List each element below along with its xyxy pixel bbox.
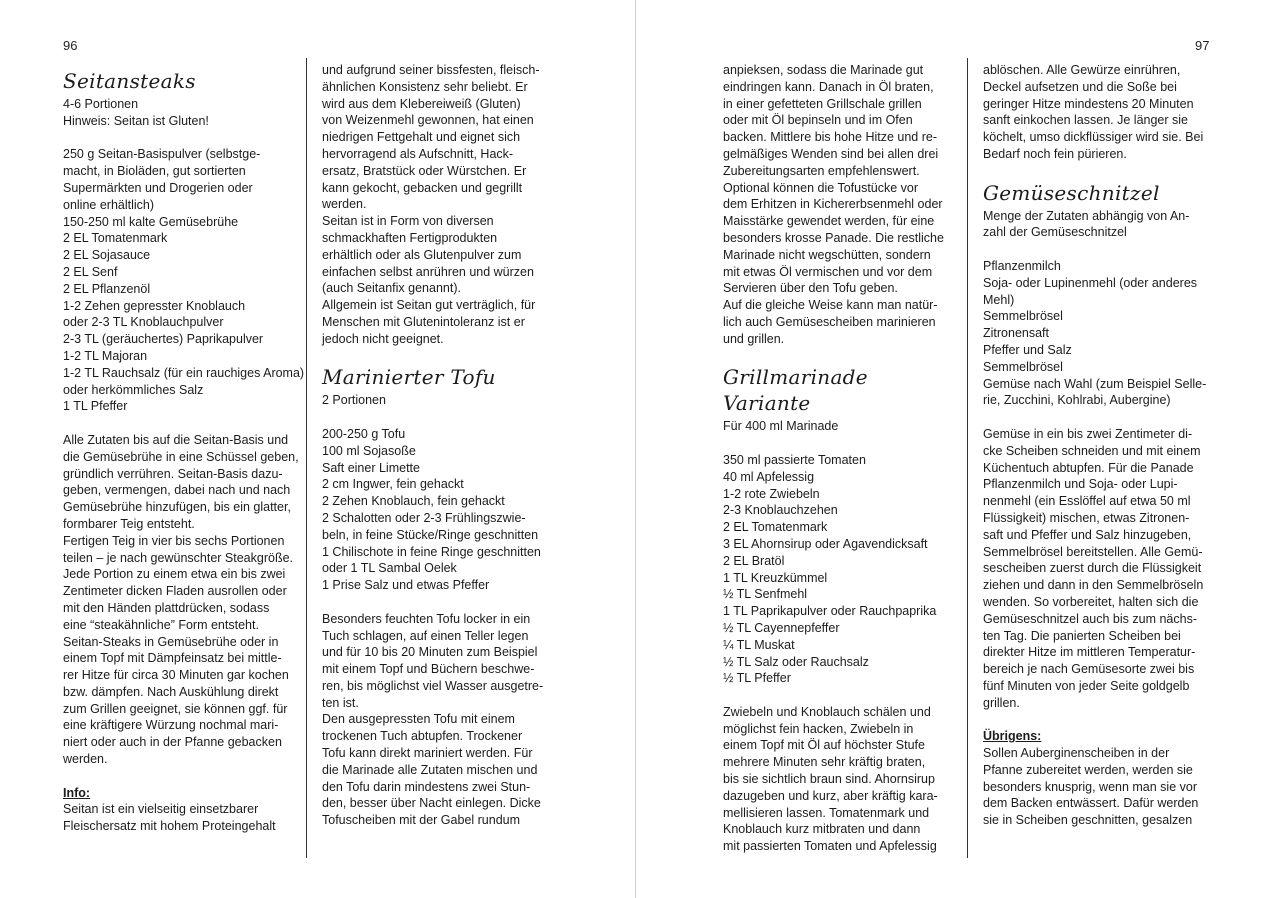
text-line: 2-3 Knoblauchzehen: [723, 503, 838, 518]
text-line: Auf die gleiche Weise kann man natür-: [723, 298, 938, 313]
text-line: Menge der Zutaten abhängig von An-: [983, 208, 1190, 223]
text-line: Fleischersatz mit hohem Proteingehalt: [63, 819, 276, 834]
text-line: besonders knusprig, wenn man sie vor: [983, 779, 1198, 794]
text-line: Fertigen Teig in vier bis sechs Portionen: [63, 533, 285, 548]
text-line: 200-250 g Tofu: [322, 426, 406, 441]
text-line: mit etwas Öl vermischen und vor dem: [723, 264, 933, 279]
blank-line: [983, 409, 1221, 426]
column-1: [63, 68, 305, 835]
text-line: Maisstärke gewendet werden, für eine: [723, 214, 935, 229]
text-line: ½ TL Pfeffer: [723, 671, 791, 686]
text-line: nenmehl (ein Esslöffel auf etwa 50 ml: [983, 494, 1191, 509]
text-line: möglichst fein hacken, Zwiebeln in: [723, 721, 914, 736]
text-line: Bedarf noch fein pürieren.: [983, 146, 1127, 161]
text-line: Semmelbrösel bereitstellen. Alle Gemü-: [983, 544, 1203, 559]
text-line: fünf Minuten von jeder Seite goldgelb: [983, 678, 1190, 693]
text-line: mit den Händen plattdrücken, sodass: [63, 600, 270, 615]
text-line: einfachen selbst anrühren und würzen: [322, 264, 534, 279]
text-line: backen. Mittlere bis hohe Hitze und re-: [723, 130, 937, 145]
text-line: oder 1 TL Sambal Oelek: [322, 561, 457, 576]
text-line: 2 cm Ingwer, fein gehackt: [322, 477, 464, 492]
text-line: den, besser über Nacht einlegen. Dicke: [322, 796, 541, 811]
col2-continued-text: [322, 62, 560, 348]
text-line: Jede Portion zu einem etwa ein bis zwei: [63, 567, 286, 582]
text-line: 100 ml Sojasoße: [322, 443, 416, 458]
text-line: bis sie sichtlich braun sind. Ahornsirup: [723, 772, 935, 787]
col1-lines: [63, 96, 305, 785]
text-line: hervorragend als Aufschnitt, Hack-: [322, 146, 514, 161]
text-line: rie, Zucchini, Kohlrabi, Aubergine): [983, 393, 1171, 408]
text-line: Für 400 ml Marinade: [723, 419, 839, 434]
text-line: Optional können die Tofustücke vor: [723, 180, 919, 195]
text-line: Semmelbrösel: [983, 309, 1063, 324]
text-line: Supermärkten und Drogerien oder: [63, 180, 253, 195]
text-line: cke Scheiben schneiden und mit einem: [983, 443, 1201, 458]
blank-line: [63, 768, 301, 785]
text-line: 2 EL Pflanzenöl: [63, 281, 151, 296]
text-line: 1-2 Zehen gepresster Knoblauch: [63, 298, 246, 313]
text-line: Saft einer Limette: [322, 460, 420, 475]
text-line: Allgemein ist Seitan gut verträglich, für: [322, 298, 536, 313]
text-line: die Marinade alle Zutaten mischen und: [322, 762, 538, 777]
text-line: Gemüse nach Wahl (zum Beispiel Selle-: [983, 376, 1207, 391]
column-divider-left: [306, 58, 307, 858]
text-line: Menschen mit Glutenintoleranz ist er: [322, 314, 525, 329]
text-line: lich auch Gemüsescheiben marinieren: [723, 314, 936, 329]
text-line: jedoch nicht geeignet.: [322, 331, 444, 346]
text-line: Pflanzenmilch: [983, 258, 1061, 273]
text-line: 2 EL Senf: [63, 264, 118, 279]
text-line: Besonders feuchten Tofu locker in ein: [322, 611, 531, 626]
text-line: 1-2 TL Rauchsalz (für ein rauchiges Aroma): [63, 365, 305, 380]
text-line: saft und Pfeffer und Salz hinzugeben,: [983, 527, 1192, 542]
page-number-left: 96: [63, 38, 78, 53]
blank-line: [322, 409, 560, 426]
text-line: gelmäßiges Wenden sind bei allen drei: [723, 146, 939, 161]
text-line: gründlich verrühren. Seitan-Basis dazu-: [63, 466, 283, 481]
text-line: Zubereitungsarten empfehlenswert.: [723, 163, 920, 178]
text-line: Deckel aufsetzen und die Soße bei: [983, 79, 1177, 94]
text-line: erhältlich oder als Glutenpulver zum: [322, 247, 522, 262]
text-line: köchelt, umso dickflüssiger wird sie. Bei: [983, 130, 1204, 145]
text-line: und aufgrund seiner bissfesten, fleisch-: [322, 63, 540, 77]
note-label: Übrigens:: [983, 729, 1042, 744]
text-line: 250 g Seitan-Basispulver (selbstge-: [63, 147, 261, 162]
book-spine: [635, 0, 636, 898]
text-line: Seitan-Steaks in Gemüsebrühe oder in: [63, 634, 279, 649]
text-line: 1-2 TL Majoran: [63, 348, 148, 363]
text-line: 2 Schalotten oder 2-3 Frühlingszwie-: [322, 510, 526, 525]
text-line: sie in Scheiben geschnitten, gesalzen: [983, 813, 1193, 828]
text-line: einem Topf mit Öl auf höchster Stufe: [723, 738, 925, 753]
text-line: in einer gefetteten Grillschale grillen: [723, 96, 922, 111]
text-line: ¼ TL Muskat: [723, 637, 795, 652]
text-line: bzw. dämpfen. Nach Auskühlung direkt: [63, 684, 279, 699]
col4-lines: [983, 208, 1221, 729]
text-line: anpieksen, sodass die Marinade gut: [723, 63, 924, 77]
col1-info-lines: [63, 801, 301, 835]
text-line: mit passierten Tomaten und Apfelessig: [723, 839, 937, 854]
text-line: Flüssigkeit) mischen, etwas Zitronen-: [983, 510, 1190, 525]
text-line: 1 Chilischote in feine Ringe geschnitten: [322, 544, 541, 559]
text-line: dem Backen entwässert. Dafür werden: [983, 796, 1199, 811]
text-line: 1 TL Paprikapulver oder Rauchpaprika: [723, 604, 937, 619]
recipe-title-marinierter-tofu: Marinierter Tofu: [322, 365, 496, 390]
text-line: 150-250 ml kalte Gemüsebrühe: [63, 214, 239, 229]
text-line: online erhältlich): [63, 197, 155, 212]
text-line: Tofu kann direkt mariniert werden. Für: [322, 746, 533, 761]
text-line: von Weizenmehl gewonnen, hat einen: [322, 113, 534, 128]
blank-line: [723, 687, 961, 704]
col4-continued-text: [983, 62, 1221, 163]
text-line: ziehen und dann in den Semmelbröseln: [983, 578, 1204, 593]
text-line: einem Topf mit Dämpfeinsatz bei mittle-: [63, 651, 282, 666]
text-line: schmackhaften Fertigprodukten: [322, 230, 498, 245]
text-line: Gemüseschnitzel auch bis zum nächs-: [983, 611, 1197, 626]
text-line: Gemüsebrühe hinzufügen, bis ein glatter,: [63, 500, 291, 515]
text-line: macht, in Bioläden, gut sortierten: [63, 164, 246, 179]
text-line: dazugeben und kurz, aber kräftig kara-: [723, 788, 938, 803]
text-line: ten ist.: [322, 695, 359, 710]
recipe-title-grillmarinade: Grillmarinade Variante: [723, 365, 868, 416]
text-line: den Tofu darin mindestens zwei Stun-: [322, 779, 531, 794]
page-number-right: 97: [1195, 38, 1210, 53]
text-line: niert oder auch in der Pfanne gebacken: [63, 735, 282, 750]
blank-line: [983, 711, 1221, 728]
text-line: oder herkömmliches Salz: [63, 382, 204, 397]
text-line: mehrere Minuten sehr kräftig braten,: [723, 755, 926, 770]
text-line: 1 TL Kreuzkümmel: [723, 570, 828, 585]
text-line: Seitan ist in Form von diversen: [322, 214, 494, 229]
column-2: [322, 62, 560, 829]
text-line: 2 EL Tomatenmark: [63, 231, 168, 246]
text-line: geringer Hitze mindestens 20 Minuten: [983, 96, 1194, 111]
text-line: Servieren über den Tofu geben.: [723, 281, 898, 296]
text-line: geben, vermengen, dabei nach und nach: [63, 483, 291, 498]
column-3: [723, 62, 961, 855]
text-line: ersatz, Bratstück oder Würstchen. Er: [322, 163, 527, 178]
text-line: und grillen.: [723, 331, 785, 346]
text-line: werden.: [322, 197, 367, 212]
text-line: 350 ml passierte Tomaten: [723, 452, 866, 467]
text-line: Alle Zutaten bis auf die Seitan-Basis und: [63, 432, 289, 447]
text-line: niedrigen Fettgehalt und eignet sich: [322, 130, 521, 145]
text-line: ½ TL Cayennepfeffer: [723, 620, 840, 635]
text-line: Küchentuch abtupfen. Für die Panade: [983, 460, 1194, 475]
text-line: grillen.: [983, 695, 1020, 710]
text-line: Zitronensaft: [983, 326, 1050, 341]
text-line: 2 EL Tomatenmark: [723, 520, 828, 535]
text-line: Mehl): [983, 292, 1015, 307]
blank-line: [322, 594, 560, 611]
text-line: Pfanne zubereitet werden, werden sie: [983, 762, 1193, 777]
blank-line: [983, 241, 1221, 258]
text-line: formbarer Teig entsteht.: [63, 516, 195, 531]
text-line: eine kräftigere Würzung nochmal mari-: [63, 718, 279, 733]
text-line: Pfeffer und Salz: [983, 342, 1072, 357]
text-line: bereich je nach Gemüsesorte zwei bis: [983, 662, 1195, 677]
text-line: oder mit Öl bepinseln und im Ofen: [723, 113, 913, 128]
text-line: sescheiben zuerst durch die Flüssigkeit: [983, 561, 1202, 576]
col3-lines: [723, 418, 961, 855]
text-line: zahl der Gemüseschnitzel: [983, 225, 1127, 240]
text-line: Zentimeter dicken Fladen ausrollen oder: [63, 584, 287, 599]
text-line: besonders krosse Panade. Die restliche: [723, 230, 944, 245]
text-line: Tuch schlagen, auf einen Teller legen: [322, 628, 529, 643]
column-divider-right: [967, 58, 968, 858]
text-line: Soja- oder Lupinenmehl (oder anderes: [983, 275, 1198, 290]
text-line: 1 TL Pfeffer: [63, 399, 128, 414]
text-line: wenden. So vorbereitet, halten sich die: [983, 594, 1199, 609]
text-line: 1 Prise Salz und etwas Pfeffer: [322, 578, 490, 593]
text-line: 4-6 Portionen: [63, 97, 139, 111]
text-line: Seitan ist ein vielseitig einsetzbarer: [63, 802, 259, 817]
text-line: 40 ml Apfelessig: [723, 469, 815, 484]
column-4: [983, 62, 1221, 829]
text-line: sanft einkochen lassen. Je länger sie: [983, 113, 1188, 128]
text-line: 2 EL Sojasauce: [63, 248, 151, 263]
text-line: 2 Zehen Knoblauch, fein gehackt: [322, 494, 505, 509]
text-line: ½ TL Senfmehl: [723, 587, 808, 602]
info-label: Info:: [63, 785, 91, 800]
text-line: und für 10 bis 20 Minuten zum Beispiel: [322, 645, 538, 660]
col4-note-lines: [983, 745, 1221, 829]
text-line: ren, bis möglichst viel Wasser ausgetre-: [322, 678, 544, 693]
blank-line: [63, 415, 301, 432]
text-line: die Gemüsebrühe in eine Schüssel geben,: [63, 449, 299, 464]
text-line: mellisieren lassen. Tomatenmark und: [723, 805, 930, 820]
blank-line: [723, 435, 961, 452]
text-line: wird aus dem Klebereiweiß (Gluten): [322, 96, 521, 111]
text-line: Tofuscheiben mit der Gabel rundum: [322, 813, 521, 828]
col3-continued-text: [723, 62, 961, 348]
text-line: zum Grillen geeignet, sie können ggf. für: [63, 701, 288, 716]
recipe-title-gemueseschnitzel: Gemüseschnitzel: [983, 180, 1160, 205]
text-line: 2 Portionen: [322, 393, 386, 408]
text-line: mit einem Topf und Büchern beschwe-: [322, 662, 535, 677]
recipe-title-seitansteaks: Seitansteaks: [63, 69, 196, 93]
text-line: 2 EL Bratöl: [723, 553, 785, 568]
text-line: Pflanzenmilch und Soja- oder Lupi-: [983, 477, 1178, 492]
text-line: Marinade nicht wegschütten, sondern: [723, 247, 931, 262]
text-line: ablöschen. Alle Gewürze einrühren,: [983, 63, 1181, 77]
text-line: 3 EL Ahornsirup oder Agavendicksaft: [723, 536, 928, 551]
text-line: 2-3 TL (geräuchertes) Paprikapulver: [63, 332, 264, 347]
text-line: Hinweis: Seitan ist Gluten!: [63, 113, 209, 128]
text-line: eindringen kann. Danach in Öl braten,: [723, 79, 934, 94]
text-line: Gemüse in ein bis zwei Zentimeter di-: [983, 426, 1193, 441]
text-line: teilen – je nach gewünschter Steakgröße.: [63, 550, 293, 565]
col2-lines: [322, 392, 560, 829]
text-line: (auch Seitanfix genannt).: [322, 281, 461, 296]
text-line: eine “steakähnliche” Form entsteht.: [63, 617, 259, 632]
text-line: Semmelbrösel: [983, 359, 1063, 374]
text-line: Knoblauch kurz mitbraten und dann: [723, 822, 921, 837]
blank-line: [63, 130, 301, 147]
text-line: ten Tag. Die panierten Scheiben bei: [983, 628, 1181, 643]
text-line: kann gekocht, gebacken und gegrillt: [322, 180, 523, 195]
text-line: rer Hitze für circa 30 Minuten gar kochen: [63, 668, 289, 683]
text-line: beln, in feine Stücke/Ringe geschnitten: [322, 527, 539, 542]
text-line: Sollen Auberginenscheiben in der: [983, 746, 1170, 761]
text-line: trockenen Tuch abtupfen. Trockener: [322, 729, 523, 744]
text-line: werden.: [63, 752, 108, 767]
text-line: Zwiebeln und Knoblauch schälen und: [723, 704, 931, 719]
text-line: ½ TL Salz oder Rauchsalz: [723, 654, 869, 669]
text-line: oder 2-3 TL Knoblauchpulver: [63, 315, 224, 330]
text-line: direkter Hitze im mittleren Temperatur-: [983, 645, 1196, 660]
text-line: ähnlichen Konsistenz sehr beliebt. Er: [322, 79, 528, 94]
text-line: 1-2 rote Zwiebeln: [723, 486, 820, 501]
text-line: dem Erhitzen in Kichererbsenmehl oder: [723, 197, 943, 212]
text-line: Den ausgepressten Tofu mit einem: [322, 712, 515, 727]
